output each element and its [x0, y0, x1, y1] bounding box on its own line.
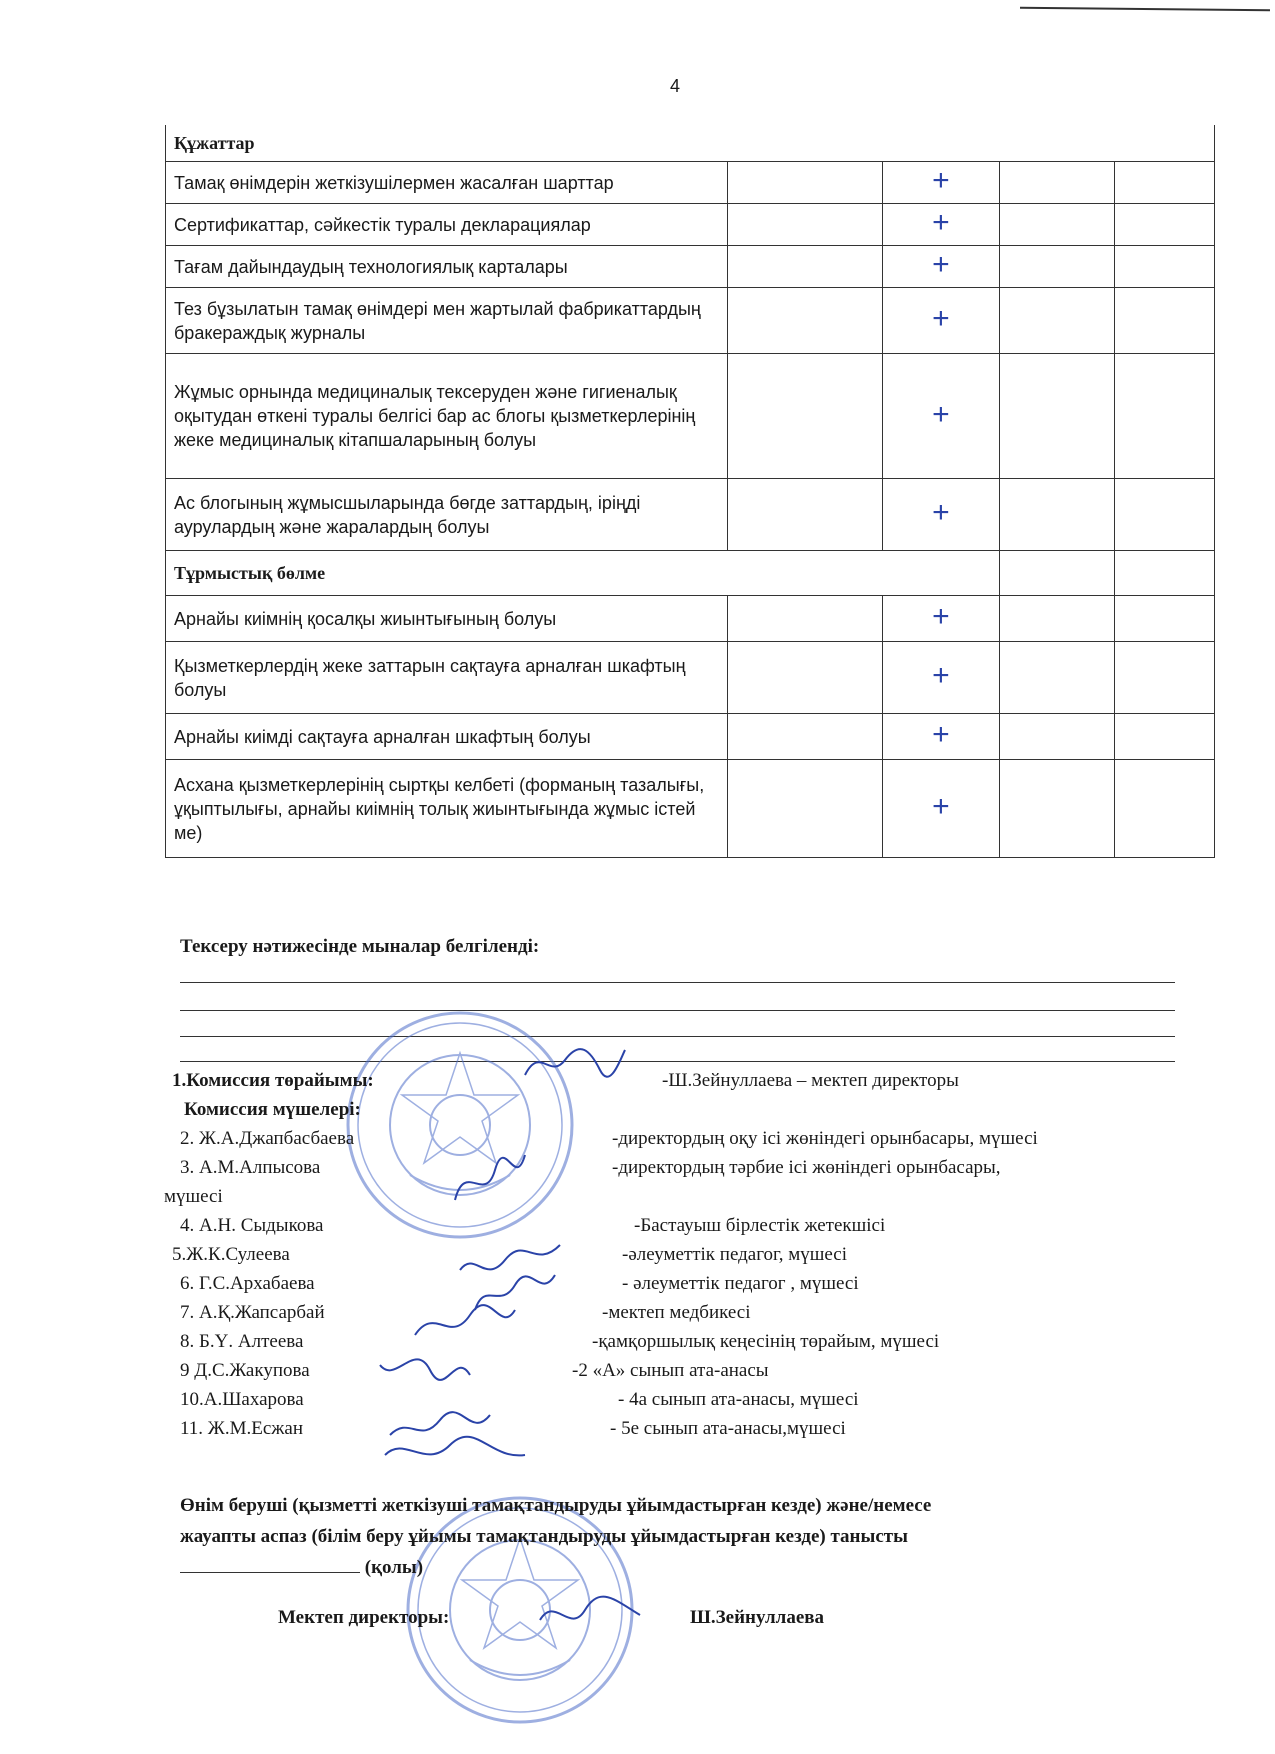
table-row [166, 596, 1215, 642]
ack-sign-row [180, 1552, 1160, 1583]
check-cell [883, 642, 999, 714]
table-row [166, 760, 1215, 858]
member-name: 8. Б.Ү. Алтеева [180, 1331, 304, 1352]
row-label: Асхана қызметкерлерінің сыртқы келбеті (форманың тазалығы, ұқыптылығы, арнайы киімнің толық жиынтығында жұмыс істей ме) [166, 760, 728, 858]
cell [728, 204, 883, 246]
chair-label: 1.Комиссия төрайымы: [172, 1070, 374, 1091]
member-name: 10.А.Шахарова [180, 1389, 304, 1410]
member-role-continuation: мүшесі [164, 1186, 223, 1207]
member-row [172, 1327, 1182, 1356]
check-cell [883, 760, 999, 858]
cell [1114, 288, 1214, 354]
row-label: Тез бұзылатын тамақ өнімдері мен жартылай фабрикаттардың бракераждық журналы [166, 288, 728, 354]
table-row [166, 714, 1215, 760]
ack-line-2: жауапты аспаз (білім беру ұйымы тамақтандыруды ұйымдастырған кезде) танысты [180, 1526, 908, 1547]
cell [1114, 162, 1214, 204]
member-role: -директордың тәрбие ісі жөніндегі орынбасары, [612, 1157, 1001, 1178]
check-cell [883, 204, 999, 246]
sign-label: (қолы) [364, 1557, 424, 1578]
cell [728, 354, 883, 479]
member-name: 2. Ж.А.Джапбасбаева [180, 1128, 355, 1149]
member-name: 5.Ж.К.Сулеева [172, 1244, 290, 1265]
section-row-utility [166, 551, 1215, 596]
members-label-row [172, 1095, 1182, 1124]
member-row [172, 1240, 1182, 1269]
cell [1114, 642, 1214, 714]
row-label: Тамақ өнімдерін жеткізушілермен жасалған шарттар [166, 162, 728, 204]
check-mark: + [932, 659, 950, 692]
member-row [172, 1124, 1182, 1153]
member-row-continuation [164, 1182, 1182, 1211]
signature [535, 1590, 645, 1640]
findings-title: Тексеру нәтижесінде мыналар белгіленді: [180, 936, 540, 957]
cell [1114, 204, 1214, 246]
member-role: -әлеуметтік педагог, мүшесі [622, 1244, 847, 1265]
member-role: -2 «А» сынып ата-анасы [572, 1360, 769, 1381]
cell [728, 714, 883, 760]
table-row [166, 204, 1215, 246]
cell [728, 479, 883, 551]
members-label: Комиссия мүшелері: [184, 1099, 361, 1120]
row-label: Арнайы киімнің қосалқы жиынтығының болуы [166, 596, 728, 642]
row-label: Ас блогының жұмысшыларында бөгде заттардың, іріңді аурулардың және жаралардың болуы [166, 479, 728, 551]
cell [728, 760, 883, 858]
blank-line [180, 1061, 1175, 1062]
cell [1114, 596, 1214, 642]
check-cell [883, 479, 999, 551]
member-row [172, 1385, 1182, 1414]
acknowledgement [180, 1490, 1160, 1583]
commission-chair-row [172, 1066, 1182, 1095]
member-role: - 4а сынып ата-анасы, мүшесі [618, 1389, 859, 1410]
cell [1114, 551, 1214, 596]
director-name: Ш.Зейнуллаева [690, 1607, 825, 1628]
member-row [172, 1414, 1182, 1443]
table-row [166, 354, 1215, 479]
member-row [172, 1153, 1182, 1182]
blank-line [180, 1010, 1175, 1011]
check-cell [883, 714, 999, 760]
check-mark: + [932, 397, 950, 431]
member-role: - 5е сынып ата-анасы,мүшесі [610, 1418, 846, 1439]
check-mark: + [932, 164, 950, 197]
member-role: -Бастауыш бірлестік жетекшісі [634, 1215, 886, 1236]
ack-line-1: Өнім беруші (қызметті жеткізуші тамақтандыруды ұйымдастырған кезде) және/немесе [180, 1495, 932, 1516]
check-mark: + [932, 496, 950, 529]
page-number: 4 [670, 76, 681, 96]
director-label: Мектеп директоры: [278, 1607, 450, 1628]
member-role: -мектеп медбикесі [602, 1302, 751, 1323]
cell [999, 479, 1114, 551]
row-label: Арнайы киімді сақтауға арналған шкафтың болуы [166, 714, 728, 760]
check-cell [883, 596, 999, 642]
cell [999, 551, 1114, 596]
check-cell [883, 246, 999, 288]
member-name: 3. А.М.Алпысова [180, 1157, 321, 1178]
member-row [172, 1298, 1182, 1327]
member-name: 7. А.Қ.Жапсарбай [180, 1302, 325, 1323]
cell [999, 204, 1114, 246]
cell [999, 246, 1114, 288]
member-name: 11. Ж.М.Есжан [180, 1418, 303, 1439]
section-row-documents [166, 125, 1215, 162]
commission-list [164, 1066, 1182, 1443]
blank-line [180, 1036, 1175, 1037]
table-row [166, 162, 1215, 204]
cell [999, 288, 1114, 354]
blank-line [180, 982, 1175, 983]
section-title: Тұрмыстық бөлме [166, 551, 1000, 596]
scan-edge-line [1020, 7, 1270, 12]
row-label: Сертификаттар, сәйкестік туралы декларациялар [166, 204, 728, 246]
row-label: Тағам дайындаудың технологиялық карталары [166, 246, 728, 288]
cell [1114, 354, 1214, 479]
check-cell [883, 288, 999, 354]
cell [728, 288, 883, 354]
member-row [172, 1269, 1182, 1298]
cell [999, 596, 1114, 642]
check-mark: + [932, 206, 950, 239]
member-name: 9 Д.С.Жакупова [180, 1360, 310, 1381]
check-cell [883, 162, 999, 204]
cell [999, 642, 1114, 714]
member-role: -директордың оқу ісі жөніндегі орынбасары, мүшесі [612, 1128, 1038, 1149]
cell [999, 714, 1114, 760]
check-mark: + [932, 600, 950, 633]
chair-role: -Ш.Зейнуллаева – мектеп директоры [662, 1070, 959, 1091]
row-label: Қызметкерлердің жеке заттарын сақтауға арналған шкафтың болуы [166, 642, 728, 714]
table-row [166, 288, 1215, 354]
cell [999, 354, 1114, 479]
table-row [166, 479, 1215, 551]
member-name: 4. А.Н. Сыдыкова [180, 1215, 324, 1236]
cell [1114, 760, 1214, 858]
member-role: - әлеуметтік педагог , мүшесі [622, 1273, 859, 1294]
section-title: Құжаттар [166, 125, 1215, 162]
member-row [172, 1211, 1182, 1240]
cell [999, 760, 1114, 858]
member-name: 6. Г.С.Архабаева [180, 1273, 315, 1294]
check-mark: + [932, 718, 950, 751]
check-mark: + [932, 302, 950, 335]
cell [728, 642, 883, 714]
row-label: Жұмыс орнында медициналық тексеруден және гигиеналық оқытудан өткені туралы белгісі бар ас блогы қызметкерлерінің жеке медициналық кітапшаларының болуы [166, 354, 728, 479]
cell [1114, 246, 1214, 288]
check-cell [883, 354, 999, 479]
signature-blank [180, 1554, 360, 1573]
table-row [166, 642, 1215, 714]
member-role: -қамқоршылық кеңесінің төрайым, мүшесі [592, 1331, 940, 1352]
check-mark: + [932, 248, 950, 281]
cell [999, 162, 1114, 204]
cell [1114, 479, 1214, 551]
cell [728, 246, 883, 288]
cell [1114, 714, 1214, 760]
cell [728, 596, 883, 642]
table-row [166, 246, 1215, 288]
member-row [172, 1356, 1182, 1385]
check-mark: + [932, 790, 950, 823]
cell [728, 162, 883, 204]
inspection-table [165, 125, 1215, 858]
